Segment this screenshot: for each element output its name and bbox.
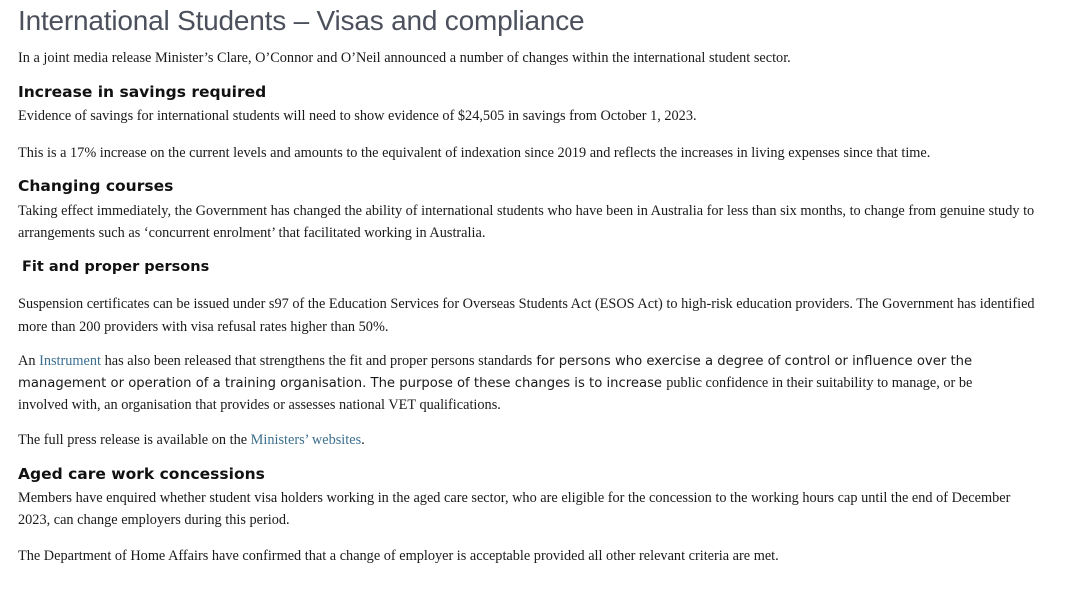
courses-line-1: Taking effect immediately, the Government has changed the ability of international students who have been in Australia for less than six months, to change from genuine study to — [18, 203, 1035, 219]
text: public confidence in their suitability to manage, or be — [666, 375, 973, 391]
text: management or operation of a training organisation. The purpose of these changes is to increase — [18, 376, 667, 391]
fit-paragraph-2-line-2 — [18, 372, 972, 395]
courses-line-2: arrangements such as ‘concurrent enrolment’ that facilitated working in Australia. — [18, 225, 486, 241]
savings-paragraph-2: This is a 17% increase on the current levels and amounts to the equivalent of indexation since 2019 and reflects the increases in living expenses since that time. — [18, 145, 931, 161]
savings-paragraph-1: Evidence of savings for international students will need to show evidence of $24,505 in savings from October 1, 2023. — [18, 108, 697, 124]
aged-paragraph-2: The Department of Home Affairs have confirmed that a change of employer is acceptable provided all other relevant criteria are met. — [18, 548, 779, 564]
heading-fit-proper: Fit and proper persons — [22, 259, 210, 275]
aged-line-2: 2023, can change employers during this period. — [18, 512, 290, 528]
instrument-link[interactable]: Instrument — [39, 353, 102, 369]
page-title: International Students – Visas and compliance — [18, 5, 585, 36]
press-release-paragraph — [18, 429, 365, 451]
fit-paragraph-1-line-2: more than 200 providers with visa refusal rates higher than 50%. — [18, 319, 389, 335]
text: The full press release is available on the — [18, 432, 251, 448]
fit-paragraph-2-line-1 — [18, 350, 972, 373]
fit-paragraph-1-line-1: Suspension certificates can be issued under s97 of the Education Services for Overseas Students Act (ESOS Act) to high-risk education providers. The Government has identified — [18, 296, 1035, 312]
text: An — [18, 353, 40, 369]
heading-courses: Changing courses — [18, 177, 174, 195]
fit-paragraph-2-line-3: involved with, an organisation that provides or assesses national VET qualifications. — [18, 397, 501, 413]
text: . — [361, 432, 365, 448]
text: for persons who exercise a degree of control or influence over the — [532, 354, 973, 369]
aged-line-1: Members have enquired whether student visa holders working in the aged care sector, who are eligible for the concession to the working hours cap until the end of December — [18, 490, 1011, 506]
text: has also been released that strengthens the fit and proper persons standards — [101, 353, 533, 369]
ministers-websites-link[interactable]: Ministers’ websites — [250, 432, 362, 448]
heading-savings: Increase in savings required — [18, 83, 267, 101]
heading-aged-care: Aged care work concessions — [18, 465, 265, 483]
intro-paragraph: In a joint media release Minister’s Clare, O’Connor and O’Neil announced a number of changes within the international student sector. — [18, 50, 791, 66]
